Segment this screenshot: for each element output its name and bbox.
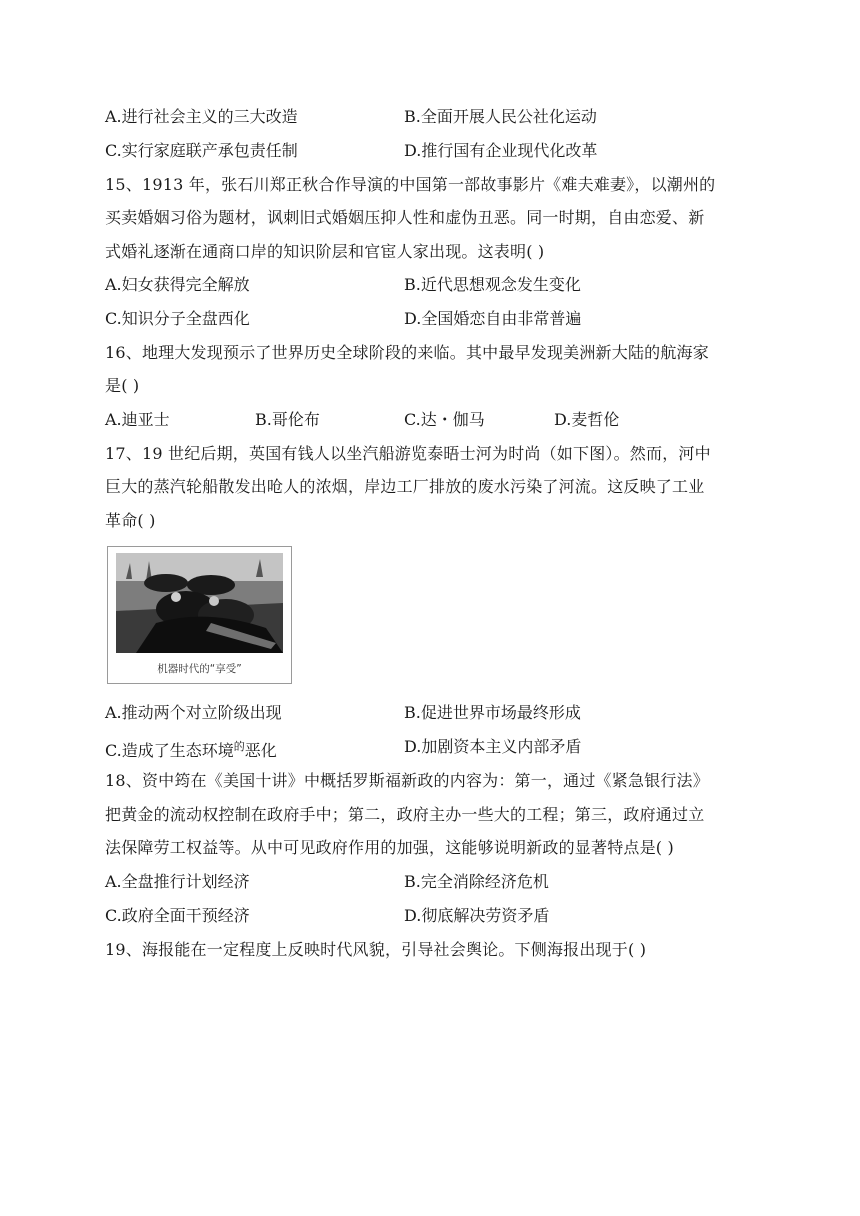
q15-option-a: A.妇女获得完全解放 [105, 275, 250, 294]
q14-option-d: D.推行国有企业现代化改革 [404, 141, 598, 160]
q18-stem-line-3: 法保障劳工权益等。从中可见政府作用的加强，这能够说明新政的显著特点是( ) [105, 838, 674, 857]
q18-stem-line-1: 18、资中筠在《美国十讲》中概括罗斯福新政的内容为：第一，通过《紧急银行法》 [105, 771, 709, 790]
q16-option-c: C.达・伽马 [404, 410, 485, 429]
q18-option-b: B.完全消除经济危机 [404, 872, 549, 891]
q17-option-b: B.促进世界市场最终形成 [404, 703, 581, 722]
q15-option-c: C.知识分子全盘西化 [105, 309, 250, 328]
q18-option-a: A.全盘推行计划经济 [105, 872, 250, 891]
q17-option-a: A.推动两个对立阶级出现 [105, 703, 282, 722]
thames-steamboat-photo [116, 553, 283, 653]
q15-stem-line-3: 式婚礼逐渐在通商口岸的知识阶层和官宦人家出现。这表明( ) [105, 242, 545, 261]
q15-stem-line-1: 15、1913 年，张石川郑正秋合作导演的中国第一部故事影片《难夫难妻》，以潮州的 [105, 175, 716, 194]
q16-option-d: D.麦哲伦 [554, 410, 620, 429]
q17-stem-line-2: 巨大的蒸汽轮船散发出呛人的浓烟，岸边工厂排放的废水污染了河流。这反映了工业 [105, 477, 705, 496]
q17-option-c-small: 的 [233, 740, 245, 753]
q15-stem-line-2: 买卖婚姻习俗为题材，讽刺旧式婚姻压抑人性和虚伪丑恶。同一时期，自由恋爱、新 [105, 208, 705, 227]
q19-stem-line-1: 19、海报能在一定程度上反映时代风貌，引导社会舆论。下侧海报出现于( ) [105, 940, 647, 959]
q14-option-b: B.全面开展人民公社化运动 [404, 107, 597, 126]
q14-option-a: A.进行社会主义的三大改造 [105, 107, 298, 126]
q14-option-c: C.实行家庭联产承包责任制 [105, 141, 298, 160]
q15-option-b: B.近代思想观念发生变化 [404, 275, 581, 294]
q18-stem-line-2: 把黄金的流动权控制在政府手中；第二，政府主办一些大的工程；第三，政府通过立 [105, 805, 705, 824]
q16-stem-line-2: 是( ) [105, 376, 140, 395]
q18-option-c: C.政府全面干预经济 [105, 906, 250, 925]
q15-option-d: D.全国婚恋自由非常普遍 [404, 309, 582, 328]
q17-option-c-main: C.造成了生态环境 [105, 741, 234, 760]
q17-stem-line-3: 革命( ) [105, 511, 156, 530]
q17-option-c [105, 737, 277, 761]
q17-option-d: D.加剧资本主义内部矛盾 [404, 737, 582, 756]
q17-figure [107, 546, 292, 684]
q16-option-a: A.迪亚士 [105, 410, 170, 429]
q17-stem-line-1: 17、19 世纪后期，英国有钱人以坐汽船游览泰晤士河为时尚（如下图）。然而，河中 [105, 444, 711, 463]
q17-option-c-end: 恶化 [244, 741, 277, 760]
q16-option-b: B.哥伦布 [255, 410, 320, 429]
q16-stem-line-1: 16、地理大发现预示了世界历史全球阶段的来临。其中最早发现美洲新大陆的航海家 [105, 343, 709, 362]
figure-caption: 机器时代的“享受” [157, 663, 242, 675]
q18-option-d: D.彻底解决劳资矛盾 [404, 906, 550, 925]
